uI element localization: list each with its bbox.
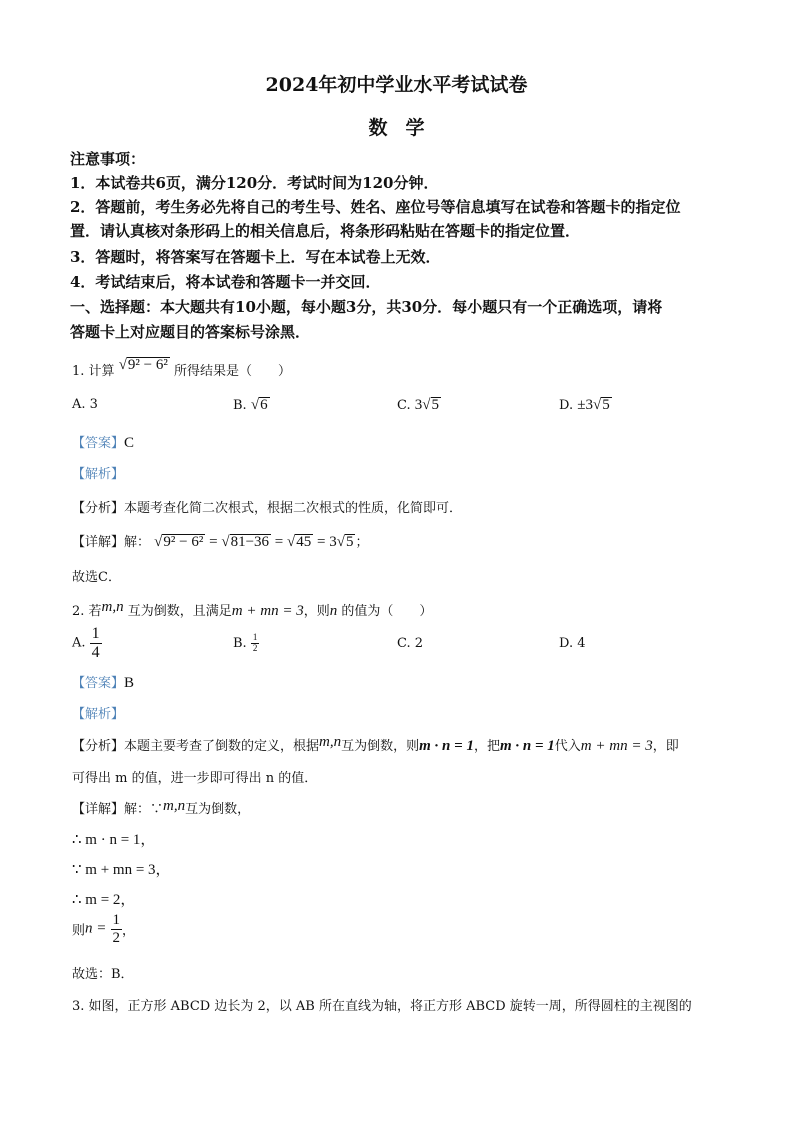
question-2: 2. 若m,n 互为倒数，且满足m + mn = 3，则n 的值为（ ）	[72, 599, 433, 619]
question-1: 1. 计算 √9² − 6² 所得结果是（ ）	[72, 357, 292, 379]
q1-option-c: C. 3√5	[397, 397, 439, 413]
section-heading-cont: 答题卡上对应题目的答案标号涂黑．	[70, 323, 311, 341]
q1-option-b: B. √6	[233, 397, 268, 413]
q2-analysis-label: 【解析】	[72, 707, 125, 722]
q2-answer: 【答案】B	[72, 675, 135, 691]
q2-fenxi: 【分析】本题主要考查了倒数的定义，根据m,n互为倒数，则m · n = 1，把m · n = 1代入m + mn = 3，即	[72, 734, 679, 754]
q2-step-3: ∵ m + mn = 3，	[72, 862, 171, 878]
q2-step-4: ∴ m = 2，	[72, 892, 136, 908]
q1-answer: 【答案】C	[72, 435, 135, 451]
notice-heading: 注意事项：	[70, 150, 146, 168]
notice-item-2-cont: 置．请认真核对条形码上的相关信息后，将条形码粘贴在答题卡的指定位置．	[70, 222, 581, 240]
notice-item-2: 2．答题前，考生务必先将自己的考生号、姓名、座位号等信息填写在试卷和答题卡的指定位	[70, 198, 681, 216]
q1-conclusion: 故选C．	[72, 570, 121, 585]
question-3: 3. 如图，正方形 ABCD 边长为 2，以 AB 所在直线为轴，将正方形 ABCD 旋转一周，所得圆柱的主视图的	[72, 999, 692, 1014]
q1-option-d: D. ±3√5	[559, 397, 610, 413]
q2-xiangjie: 【详解】解：∵m,n互为倒数，	[72, 798, 251, 817]
q2-conclusion: 故选：B．	[72, 967, 134, 982]
notice-item-4: 4．考试结束后，将本试卷和答题卡一并交回．	[70, 273, 381, 291]
q1-expression: √9² − 6²	[118, 357, 168, 373]
notice-item-3: 3．答题时，将答案写在答题卡上．写在本试卷上无效．	[70, 248, 441, 266]
q1-option-a: A. 3	[72, 397, 98, 412]
q1-fenxi: 【分析】本题考查化简二次根式，根据二次根式的性质，化简即可．	[72, 501, 463, 516]
q2-fenxi-cont: 可得出 m 的值，进一步即可得出 n 的值．	[72, 771, 318, 786]
q2-step-2: ∴ m · n = 1，	[72, 832, 156, 848]
q2-step-5: 则n = $\frac{1}{2}$ ，	[72, 912, 136, 946]
exam-subject: 数学	[368, 117, 443, 139]
q2-option-a: A. $\frac{1}{4}$	[72, 625, 100, 661]
notice-item-1: 1．本试卷共6页，满分120分．考试时间为120分钟．	[70, 174, 439, 192]
q2-option-b: B. $\frac{1}{2}$	[233, 632, 258, 653]
q1-xiangjie: 【详解】解： √9² − 6² = √81−36 = √45 = 3√5 ；	[72, 534, 369, 550]
q2-option-d: D. 4	[559, 636, 586, 651]
exam-title: 2024年初中学业水平考试试卷	[265, 74, 528, 96]
q1-analysis-label: 【解析】	[72, 467, 125, 482]
section-heading: 一、选择题：本大题共有10小题，每小题3分，共30分．每小题只有一个正确选项，请将	[70, 298, 663, 316]
q2-option-c: C. 2	[397, 636, 424, 651]
